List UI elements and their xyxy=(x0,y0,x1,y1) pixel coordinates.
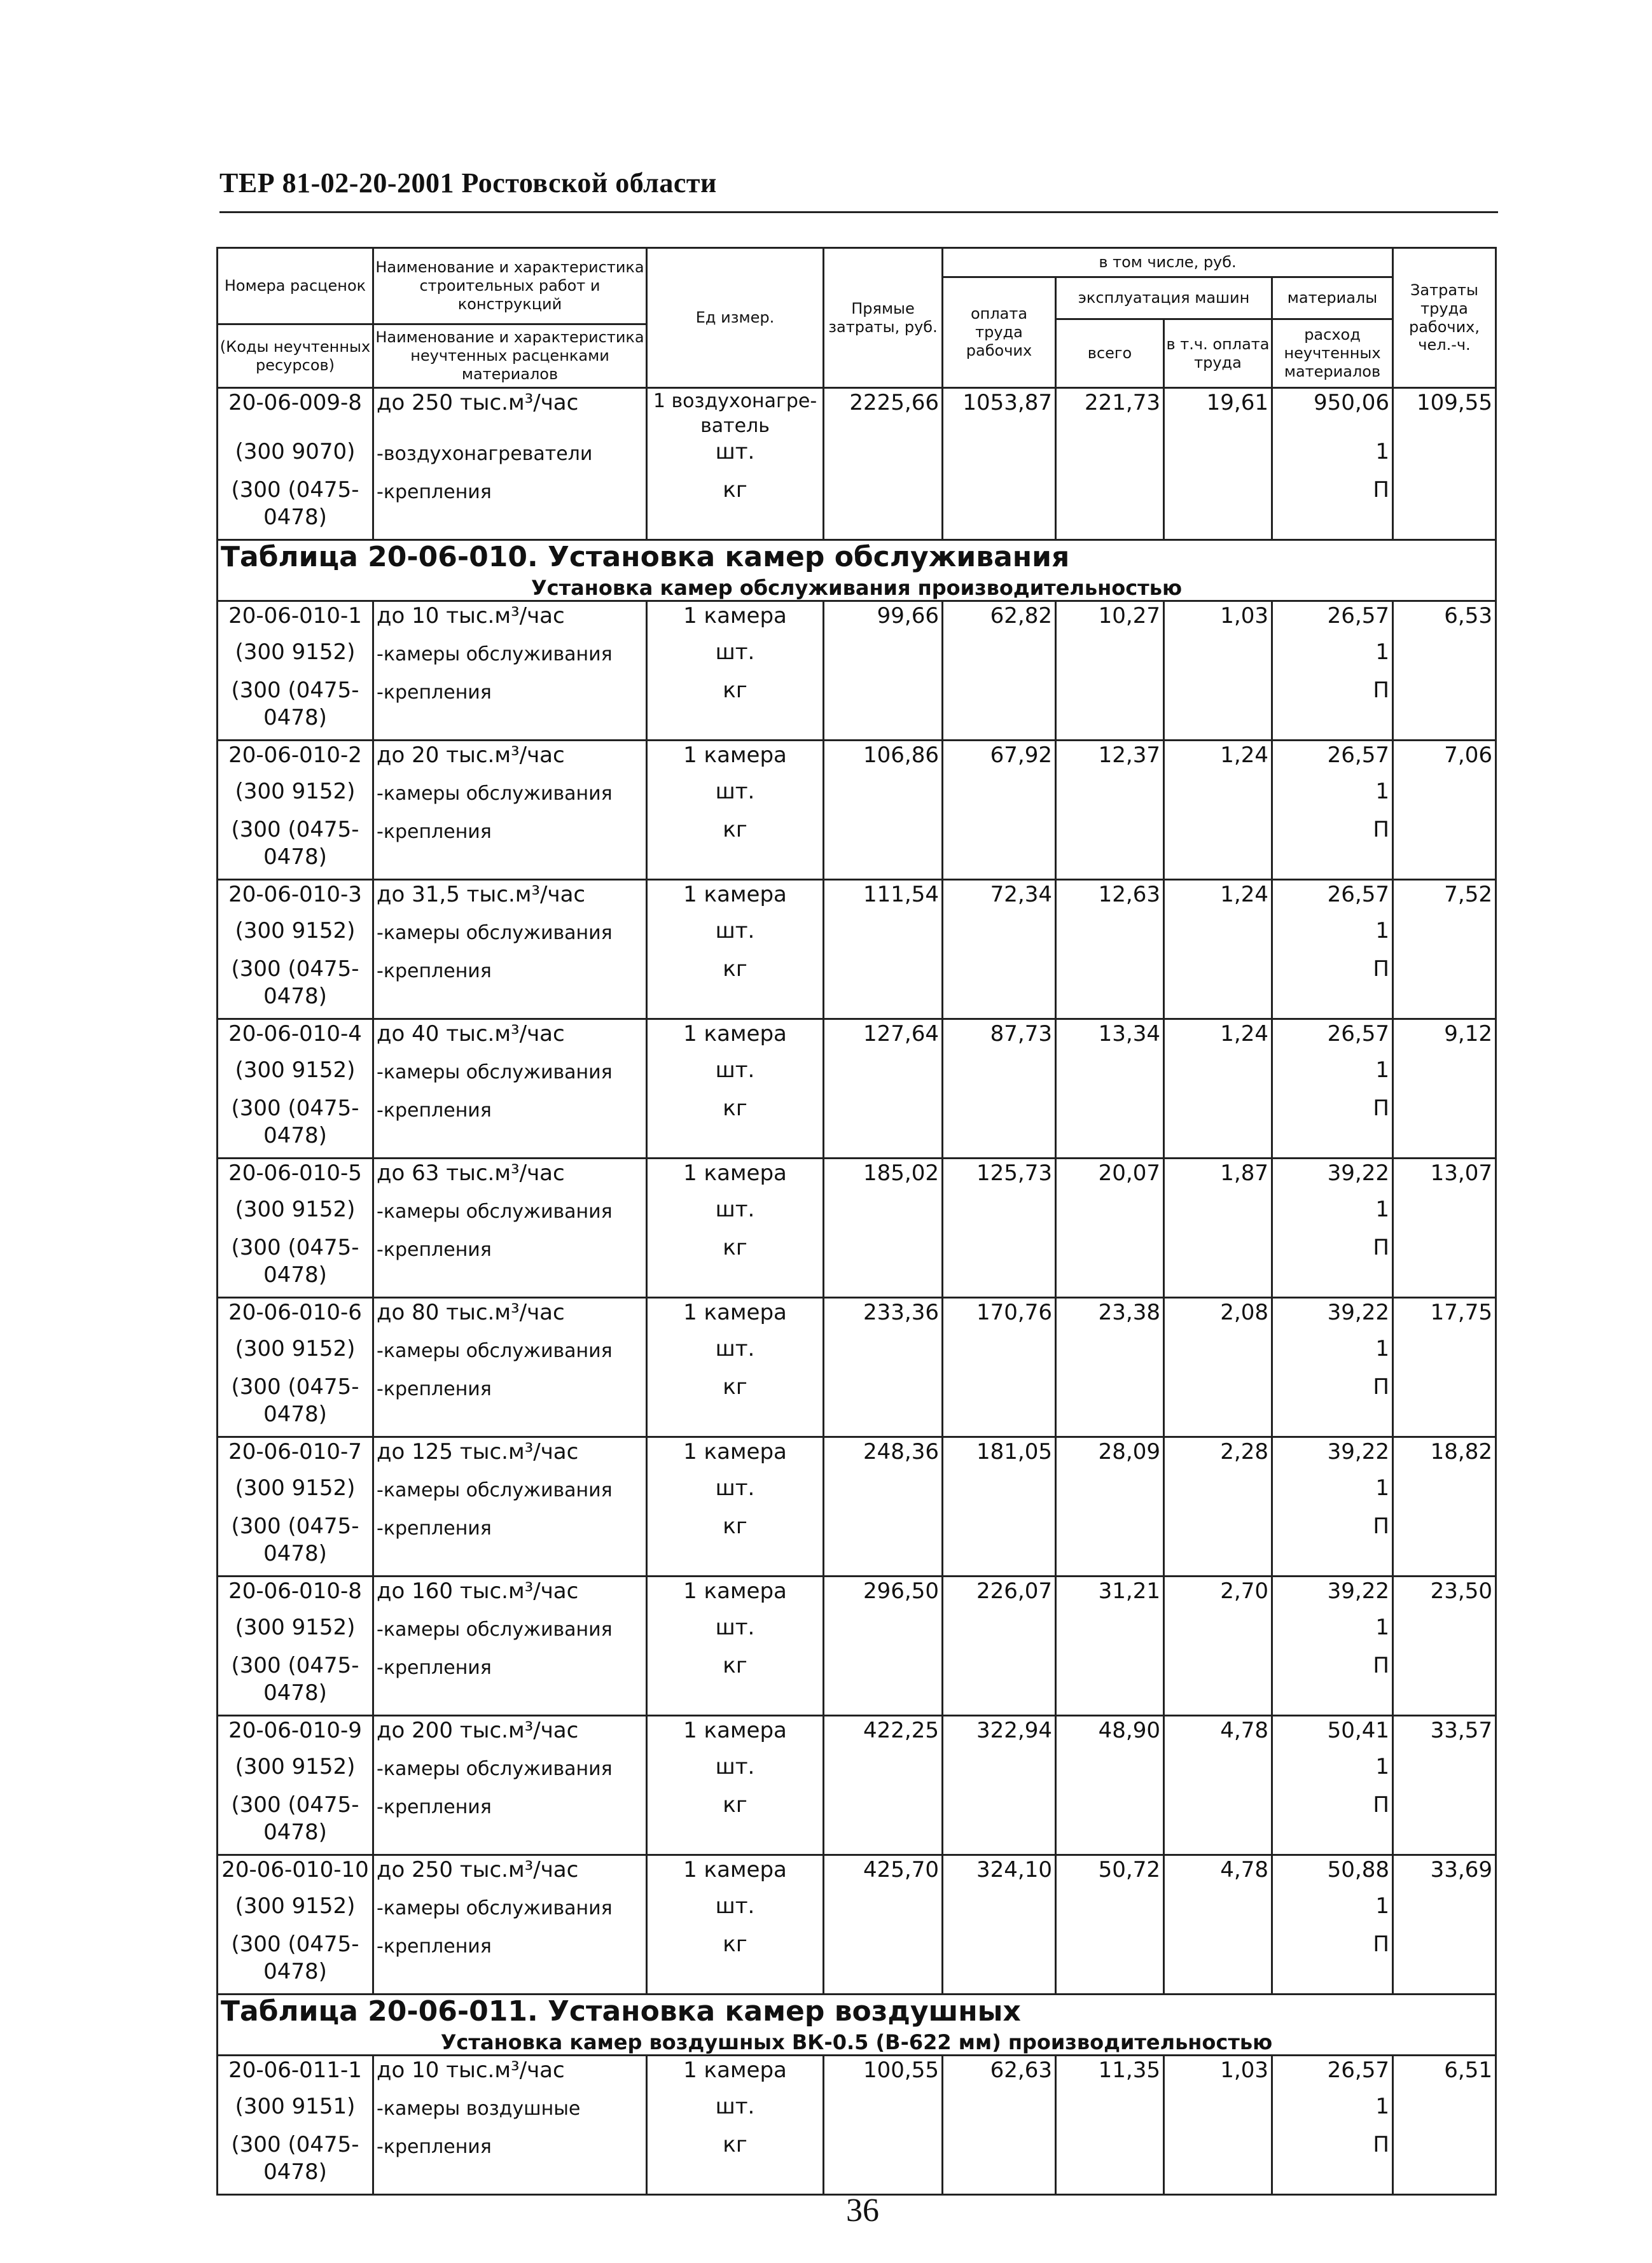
resource-name: -крепления xyxy=(373,1374,647,1437)
machines-labor: 1,03 xyxy=(1164,601,1272,639)
resource-qty: 1 xyxy=(1272,438,1393,477)
resource-qty: П xyxy=(1272,1931,1393,1995)
resource-name: -крепления xyxy=(373,1792,647,1855)
materials-cost: 39,22 xyxy=(1272,1577,1393,1615)
col-name-bottom: Наименование и характеристика неучтенных расценками материалов xyxy=(373,324,647,388)
materials-cost: 39,22 xyxy=(1272,1159,1393,1197)
rate-name: до 31,5 тыс.м³/час xyxy=(373,880,647,918)
machines-total: 50,72 xyxy=(1056,1855,1164,1893)
labor-hours: 7,52 xyxy=(1393,880,1496,918)
resource-code: (300 9152) xyxy=(218,1057,373,1095)
rate-code: 20-06-010-9 xyxy=(218,1716,373,1754)
resource-code: (300 (0475-0478) xyxy=(218,956,373,1019)
col-direct: Прямые затраты, руб. xyxy=(824,248,943,388)
labor-hours: 33,69 xyxy=(1393,1855,1496,1893)
machines-labor: 1,24 xyxy=(1164,880,1272,918)
rate-unit: 1 камера xyxy=(647,880,824,918)
resource-row xyxy=(218,2093,1496,2131)
resource-name: -крепления xyxy=(373,2131,647,2195)
machines-total: 221,73 xyxy=(1056,388,1164,439)
rate-unit: 1 камера xyxy=(647,1716,824,1754)
resource-unit: кг xyxy=(647,477,824,540)
direct-cost: 296,50 xyxy=(824,1577,943,1615)
resource-row xyxy=(218,1057,1496,1095)
resource-unit: шт. xyxy=(647,1196,824,1234)
resource-code: (300 9152) xyxy=(218,1335,373,1374)
resource-qty: П xyxy=(1272,2131,1393,2195)
resource-unit: кг xyxy=(647,2131,824,2195)
col-labor: Затраты труда рабочих, чел.-ч. xyxy=(1393,248,1496,388)
machines-labor: 1,24 xyxy=(1164,1019,1272,1057)
resource-qty: 1 xyxy=(1272,1753,1393,1792)
resource-unit: шт. xyxy=(647,1753,824,1792)
direct-cost: 425,70 xyxy=(824,1855,943,1893)
resource-qty: П xyxy=(1272,1374,1393,1437)
resource-code: (300 9152) xyxy=(218,917,373,956)
rate-name: до 160 тыс.м³/час xyxy=(373,1577,647,1615)
machines-labor: 4,78 xyxy=(1164,1716,1272,1754)
resource-name: -крепления xyxy=(373,1513,647,1577)
labor-pay: 170,76 xyxy=(943,1298,1056,1336)
direct-cost: 248,36 xyxy=(824,1437,943,1475)
resource-qty: 1 xyxy=(1272,778,1393,816)
rate-unit: 1 камера xyxy=(647,1577,824,1615)
resource-unit: кг xyxy=(647,956,824,1019)
resource-qty: П xyxy=(1272,1652,1393,1716)
machines-labor: 1,03 xyxy=(1164,2056,1272,2094)
machines-total: 12,63 xyxy=(1056,880,1164,918)
resource-code: (300 9152) xyxy=(218,1614,373,1652)
machines-labor: 1,87 xyxy=(1164,1159,1272,1197)
rate-code: 20-06-010-4 xyxy=(218,1019,373,1057)
resource-unit: шт. xyxy=(647,639,824,677)
resource-qty: П xyxy=(1272,1792,1393,1855)
table-row xyxy=(218,1298,1496,1336)
resource-row xyxy=(218,1196,1496,1234)
table-row xyxy=(218,1159,1496,1197)
rate-code: 20-06-010-8 xyxy=(218,1577,373,1615)
resource-unit: шт. xyxy=(647,438,824,477)
materials-cost: 50,41 xyxy=(1272,1716,1393,1754)
resource-unit: шт. xyxy=(647,1057,824,1095)
resource-qty: П xyxy=(1272,816,1393,880)
machines-total: 13,34 xyxy=(1056,1019,1164,1057)
resource-name: -камеры обслуживания xyxy=(373,1893,647,1931)
resource-name: -крепления xyxy=(373,477,647,540)
block-20-06-009 xyxy=(218,388,1496,540)
resource-qty: 1 xyxy=(1272,1614,1393,1652)
direct-cost: 106,86 xyxy=(824,741,943,779)
col-materials-sub: расход неучтенных материалов xyxy=(1272,319,1393,388)
resource-row xyxy=(218,1753,1496,1792)
labor-hours: 7,06 xyxy=(1393,741,1496,779)
labor-hours: 33,57 xyxy=(1393,1716,1496,1754)
resource-code: (300 (0475-0478) xyxy=(218,677,373,741)
resource-code: (300 9152) xyxy=(218,639,373,677)
labor-pay: 226,07 xyxy=(943,1577,1056,1615)
resource-row xyxy=(218,1513,1496,1577)
rate-unit: 1 камера xyxy=(647,1019,824,1057)
col-machines-total: всего xyxy=(1056,319,1164,388)
resource-qty: 1 xyxy=(1272,639,1393,677)
materials-cost: 39,22 xyxy=(1272,1437,1393,1475)
resource-row xyxy=(218,917,1496,956)
rate-unit: 1 камера xyxy=(647,2056,824,2094)
rate-unit: 1 камера xyxy=(647,1855,824,1893)
direct-cost: 100,55 xyxy=(824,2056,943,2094)
col-materials: материалы xyxy=(1272,277,1393,319)
resource-code: (300 (0475-0478) xyxy=(218,1095,373,1159)
materials-cost: 39,22 xyxy=(1272,1298,1393,1336)
resource-qty: П xyxy=(1272,1234,1393,1298)
rate-unit: 1 камера xyxy=(647,741,824,779)
resource-unit: кг xyxy=(647,1792,824,1855)
resource-name: -камеры обслуживания xyxy=(373,1614,647,1652)
resource-code: (300 (0475-0478) xyxy=(218,2131,373,2195)
resource-name: -камеры обслуживания xyxy=(373,1057,647,1095)
resource-code: (300 (0475-0478) xyxy=(218,1374,373,1437)
resource-qty: 1 xyxy=(1272,1196,1393,1234)
rates-table xyxy=(216,247,1497,2196)
table-row xyxy=(218,601,1496,639)
resource-row xyxy=(218,677,1496,741)
col-machines: эксплуатация машин xyxy=(1056,277,1272,319)
resource-code: (300 (0475-0478) xyxy=(218,1931,373,1995)
rate-name: до 63 тыс.м³/час xyxy=(373,1159,647,1197)
resource-qty: 1 xyxy=(1272,917,1393,956)
labor-pay: 62,63 xyxy=(943,2056,1056,2094)
machines-labor: 2,70 xyxy=(1164,1577,1272,1615)
resource-row xyxy=(218,1614,1496,1652)
table-row xyxy=(218,1855,1496,1893)
resource-code: (300 (0475-0478) xyxy=(218,477,373,540)
resource-qty: 1 xyxy=(1272,1475,1393,1513)
rate-code: 20-06-010-2 xyxy=(218,741,373,779)
rate-code: 20-06-009-8 xyxy=(218,388,373,439)
machines-labor: 2,28 xyxy=(1164,1437,1272,1475)
rate-name: до 20 тыс.м³/час xyxy=(373,741,647,779)
resource-row xyxy=(218,1374,1496,1437)
rate-unit: 1 воздухонагре-ватель xyxy=(647,388,824,439)
resource-unit: кг xyxy=(647,1652,824,1716)
table-subtitle: Установка камер воздушных ВК-0.5 (В-622 мм) производительностью xyxy=(440,2030,1273,2054)
resource-name: -крепления xyxy=(373,677,647,741)
labor-pay: 87,73 xyxy=(943,1019,1056,1057)
resource-unit: шт. xyxy=(647,1893,824,1931)
resource-qty: П xyxy=(1272,477,1393,540)
resource-name: -крепления xyxy=(373,1931,647,1995)
resource-name: -камеры обслуживания xyxy=(373,778,647,816)
table-20-06-011 xyxy=(218,1995,1496,2195)
resource-unit: шт. xyxy=(647,1614,824,1652)
rate-name: до 10 тыс.м³/час xyxy=(373,2056,647,2094)
resource-unit: кг xyxy=(647,1513,824,1577)
materials-cost: 26,57 xyxy=(1272,1019,1393,1057)
materials-cost: 26,57 xyxy=(1272,2056,1393,2094)
labor-hours: 9,12 xyxy=(1393,1019,1496,1057)
col-including: в том числе, руб. xyxy=(943,248,1393,277)
direct-cost: 185,02 xyxy=(824,1159,943,1197)
materials-cost: 50,88 xyxy=(1272,1855,1393,1893)
table-row xyxy=(218,388,1496,439)
labor-pay: 125,73 xyxy=(943,1159,1056,1197)
rate-unit: 1 камера xyxy=(647,1437,824,1475)
rate-code: 20-06-010-7 xyxy=(218,1437,373,1475)
resource-row xyxy=(218,438,1496,477)
resource-code: (300 (0475-0478) xyxy=(218,1792,373,1855)
resource-unit: шт. xyxy=(647,917,824,956)
table-row xyxy=(218,741,1496,779)
labor-pay: 324,10 xyxy=(943,1855,1056,1893)
resource-row xyxy=(218,1652,1496,1716)
resource-code: (300 9070) xyxy=(218,438,373,477)
materials-cost: 950,06 xyxy=(1272,388,1393,439)
rate-name: до 250 тыс.м³/час xyxy=(373,1855,647,1893)
materials-cost: 26,57 xyxy=(1272,741,1393,779)
table-subtitle: Установка камер обслуживания производительностью xyxy=(531,576,1183,600)
machines-total: 10,27 xyxy=(1056,601,1164,639)
rate-unit: 1 камера xyxy=(647,601,824,639)
resource-qty: П xyxy=(1272,677,1393,741)
direct-cost: 111,54 xyxy=(824,880,943,918)
resource-name: -крепления xyxy=(373,956,647,1019)
table-title: Таблица 20-06-010. Установка камер обслуживания xyxy=(221,541,1070,573)
resource-name: -крепления xyxy=(373,1095,647,1159)
resource-row xyxy=(218,477,1496,540)
resource-unit: кг xyxy=(647,1374,824,1437)
labor-pay: 181,05 xyxy=(943,1437,1056,1475)
labor-hours: 6,51 xyxy=(1393,2056,1496,2094)
resource-name: -камеры обслуживания xyxy=(373,1196,647,1234)
labor-pay: 67,92 xyxy=(943,741,1056,779)
resource-code: (300 9151) xyxy=(218,2093,373,2131)
resource-unit: кг xyxy=(647,677,824,741)
resource-row xyxy=(218,816,1496,880)
resource-code: (300 9152) xyxy=(218,1196,373,1234)
col-code-bottom: (Коды неучтенных ресурсов) xyxy=(218,324,373,388)
rate-code: 20-06-010-3 xyxy=(218,880,373,918)
direct-cost: 127,64 xyxy=(824,1019,943,1057)
table-row xyxy=(218,1577,1496,1615)
materials-cost: 26,57 xyxy=(1272,601,1393,639)
labor-pay: 1053,87 xyxy=(943,388,1056,439)
direct-cost: 422,25 xyxy=(824,1716,943,1754)
table-title: Таблица 20-06-011. Установка камер воздушных xyxy=(221,1995,1021,2028)
resource-code: (300 9152) xyxy=(218,778,373,816)
machines-total: 12,37 xyxy=(1056,741,1164,779)
resource-name: -воздухонагреватели xyxy=(373,438,647,477)
rate-code: 20-06-011-1 xyxy=(218,2056,373,2094)
table-row xyxy=(218,2056,1496,2094)
resource-unit: кг xyxy=(647,816,824,880)
resource-qty: 1 xyxy=(1272,1893,1393,1931)
resource-qty: П xyxy=(1272,1513,1393,1577)
labor-hours: 6,53 xyxy=(1393,601,1496,639)
machines-labor: 4,78 xyxy=(1164,1855,1272,1893)
resource-row xyxy=(218,956,1496,1019)
header-rule xyxy=(219,211,1498,213)
labor-pay: 72,34 xyxy=(943,880,1056,918)
rate-name: до 10 тыс.м³/час xyxy=(373,601,647,639)
table-row xyxy=(218,1437,1496,1475)
rate-name: до 80 тыс.м³/час xyxy=(373,1298,647,1336)
resource-unit: шт. xyxy=(647,1335,824,1374)
col-code-top: Номера расценок xyxy=(218,248,373,324)
labor-hours: 23,50 xyxy=(1393,1577,1496,1615)
resource-name: -камеры воздушные xyxy=(373,2093,647,2131)
machines-total: 23,38 xyxy=(1056,1298,1164,1336)
resource-row xyxy=(218,1335,1496,1374)
rate-code: 20-06-010-1 xyxy=(218,601,373,639)
resource-qty: П xyxy=(1272,956,1393,1019)
resource-row xyxy=(218,639,1496,677)
table-row xyxy=(218,1019,1496,1057)
machines-total: 31,21 xyxy=(1056,1577,1164,1615)
resource-name: -камеры обслуживания xyxy=(373,1753,647,1792)
machines-labor: 2,08 xyxy=(1164,1298,1272,1336)
resource-qty: П xyxy=(1272,1095,1393,1159)
resource-qty: 1 xyxy=(1272,2093,1393,2131)
resource-row xyxy=(218,1893,1496,1931)
resource-unit: кг xyxy=(647,1931,824,1995)
resource-unit: шт. xyxy=(647,778,824,816)
labor-hours: 17,75 xyxy=(1393,1298,1496,1336)
resource-row xyxy=(218,1931,1496,1995)
table-20-06-010 xyxy=(218,540,1496,1995)
materials-cost: 26,57 xyxy=(1272,880,1393,918)
table-header xyxy=(218,248,1496,388)
resource-unit: кг xyxy=(647,1234,824,1298)
resource-name: -камеры обслуживания xyxy=(373,639,647,677)
resource-unit: кг xyxy=(647,1095,824,1159)
resource-row xyxy=(218,1234,1496,1298)
rate-code: 20-06-010-10 xyxy=(218,1855,373,1893)
resource-name: -крепления xyxy=(373,1234,647,1298)
resource-code: (300 (0475-0478) xyxy=(218,1234,373,1298)
machines-total: 11,35 xyxy=(1056,2056,1164,2094)
machines-labor: 19,61 xyxy=(1164,388,1272,439)
rate-unit: 1 камера xyxy=(647,1298,824,1336)
col-machines-labor: в т.ч. оплата труда xyxy=(1164,319,1272,388)
labor-pay: 322,94 xyxy=(943,1716,1056,1754)
resource-name: -крепления xyxy=(373,1652,647,1716)
resource-row xyxy=(218,778,1496,816)
resource-code: (300 9152) xyxy=(218,1475,373,1513)
rate-unit: 1 камера xyxy=(647,1159,824,1197)
resource-row xyxy=(218,1095,1496,1159)
table-row xyxy=(218,880,1496,918)
resource-qty: 1 xyxy=(1272,1057,1393,1095)
resource-code: (300 9152) xyxy=(218,1893,373,1931)
resource-unit: шт. xyxy=(647,2093,824,2131)
labor-hours: 13,07 xyxy=(1393,1159,1496,1197)
resource-qty: 1 xyxy=(1272,1335,1393,1374)
machines-total: 28,09 xyxy=(1056,1437,1164,1475)
col-labor-pay: оплата труда рабочих xyxy=(943,277,1056,388)
resource-name: -крепления xyxy=(373,816,647,880)
machines-total: 20,07 xyxy=(1056,1159,1164,1197)
resource-code: (300 9152) xyxy=(218,1753,373,1792)
resource-name: -камеры обслуживания xyxy=(373,1335,647,1374)
col-name-top: Наименование и характеристика строительных работ и конструкций xyxy=(373,248,647,324)
resource-name: -камеры обслуживания xyxy=(373,1475,647,1513)
resource-code: (300 (0475-0478) xyxy=(218,1652,373,1716)
rate-name: до 200 тыс.м³/час xyxy=(373,1716,647,1754)
machines-total: 48,90 xyxy=(1056,1716,1164,1754)
page-number: 36 xyxy=(846,2192,879,2229)
direct-cost: 2225,66 xyxy=(824,388,943,439)
table-row xyxy=(218,1716,1496,1754)
machines-labor: 1,24 xyxy=(1164,741,1272,779)
resource-code: (300 (0475-0478) xyxy=(218,1513,373,1577)
labor-hours: 18,82 xyxy=(1393,1437,1496,1475)
rate-name: до 40 тыс.м³/час xyxy=(373,1019,647,1057)
direct-cost: 233,36 xyxy=(824,1298,943,1336)
labor-pay: 62,82 xyxy=(943,601,1056,639)
col-unit: Ед измер. xyxy=(647,248,824,388)
rate-code: 20-06-010-6 xyxy=(218,1298,373,1336)
resource-unit: шт. xyxy=(647,1475,824,1513)
rate-name: до 250 тыс.м³/час xyxy=(373,388,647,439)
resource-name: -камеры обслуживания xyxy=(373,917,647,956)
resource-row xyxy=(218,1792,1496,1855)
direct-cost: 99,66 xyxy=(824,601,943,639)
rate-name: до 125 тыс.м³/час xyxy=(373,1437,647,1475)
page-header: ТЕР 81-02-20-2001 Ростовской области xyxy=(219,167,717,198)
resource-row xyxy=(218,2131,1496,2195)
resource-row xyxy=(218,1475,1496,1513)
resource-code: (300 (0475-0478) xyxy=(218,816,373,880)
rate-code: 20-06-010-5 xyxy=(218,1159,373,1197)
labor-hours: 109,55 xyxy=(1393,388,1496,439)
